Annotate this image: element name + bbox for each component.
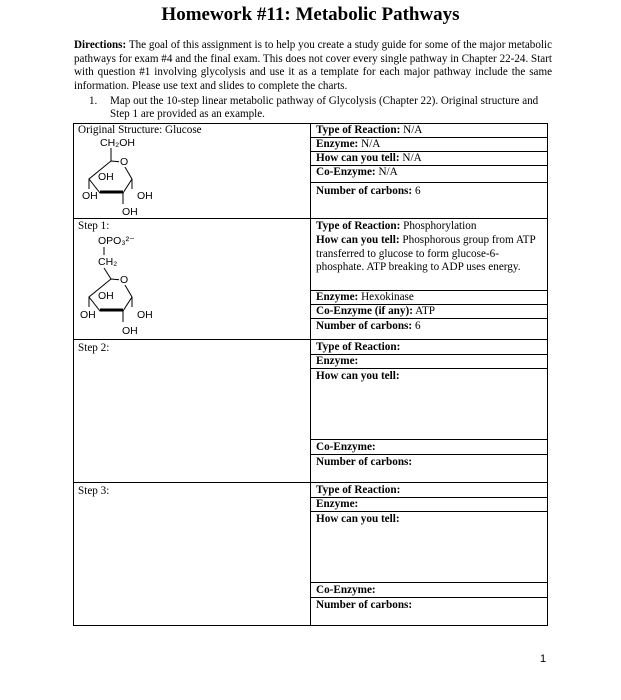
ring-oxygen-label: O: [120, 156, 129, 168]
left-oh-label: OH: [80, 309, 96, 321]
field-how-can-you-tell: How can you tell: N/A: [316, 152, 422, 164]
field-number-of-carbons: Number of carbons: 6: [316, 185, 421, 197]
structure-ch2oh-label: CH₂OH: [100, 137, 135, 149]
ring-oh-label: OH: [98, 171, 114, 183]
field-number-of-carbons: Number of carbons: 6: [316, 320, 421, 332]
bottom-oh-label: OH: [122, 325, 138, 337]
question-number: 1.: [89, 95, 98, 107]
row-label-original: Original Structure: Glucose: [78, 124, 202, 136]
field-how-can-you-tell: How can you tell:: [316, 370, 400, 382]
right-oh-label: OH: [137, 190, 153, 202]
field-divider: [310, 182, 548, 183]
field-co-enzyme: Co-Enzyme:: [316, 584, 376, 596]
ring-oxygen-label: O: [120, 274, 129, 286]
structure-ch2-label: CH₂: [98, 256, 118, 268]
field-co-enzyme: Co-Enzyme:: [316, 441, 376, 453]
field-enzyme: Enzyme:: [316, 355, 359, 367]
left-oh-label: OH: [82, 190, 98, 202]
structure-opo3-label: OPO₃²⁻: [98, 235, 135, 247]
bottom-oh-label: OH: [122, 206, 138, 218]
glucose-6-phosphate-structure: [78, 232, 178, 340]
page-title: Homework #11: Metabolic Pathways: [161, 4, 460, 25]
field-how-can-you-tell: How can you tell: Phosphorous group from ATP transferred to glucose to form glucose-6-phosphate. ATP breaking to ADP uses energy.: [316, 234, 536, 274]
field-divider: [310, 582, 548, 583]
field-number-of-carbons: Number of carbons:: [316, 456, 413, 468]
field-enzyme: Enzyme:: [316, 498, 359, 510]
field-enzyme: Enzyme: Hexokinase: [316, 291, 414, 303]
glucose-structure: [78, 134, 178, 218]
row-divider: [73, 482, 548, 483]
ring-oh-label: OH: [98, 290, 114, 302]
directions-text: The goal of this assignment is to help you create a study guide for some of the major metabolic pathways for exam #4 and the final exam. This does not cover every single pathway in Chapter 22-24. Start with question #1 involving glycolysis and use it as a template for each major pathway include the same information. Please use text and slides to complete the charts.: [74, 39, 552, 92]
directions-label: Directions:: [74, 39, 127, 51]
field-type-of-reaction: Type of Reaction: Phosphorylation: [316, 220, 477, 232]
row-label-step-1: Step 1:: [78, 220, 110, 232]
row-divider: [73, 218, 548, 219]
chart-column-divider: [310, 123, 311, 626]
directions-paragraph: [74, 39, 552, 93]
field-co-enzyme: Co-Enzyme: N/A: [316, 166, 398, 178]
row-label-step-3: Step 3:: [78, 485, 110, 497]
field-type-of-reaction: Type of Reaction:: [316, 341, 401, 353]
field-type-of-reaction: Type of Reaction:: [316, 484, 401, 496]
page-number: 1: [540, 653, 547, 665]
question-text: Map out the 10-step linear metabolic pathway of Glycolysis (Chapter 22). Original structure and Step 1 are provided as an example.: [110, 95, 539, 121]
field-how-can-you-tell: How can you tell:: [316, 513, 400, 525]
field-divider: [310, 439, 548, 440]
row-label-step-2: Step 2:: [78, 342, 110, 354]
right-oh-label: OH: [137, 309, 153, 321]
field-number-of-carbons: Number of carbons:: [316, 599, 413, 611]
field-co-enzyme: Co-Enzyme (if any): ATP: [316, 305, 436, 317]
field-enzyme: Enzyme: N/A: [316, 138, 381, 150]
field-type-of-reaction: Type of Reaction: N/A: [316, 124, 423, 136]
